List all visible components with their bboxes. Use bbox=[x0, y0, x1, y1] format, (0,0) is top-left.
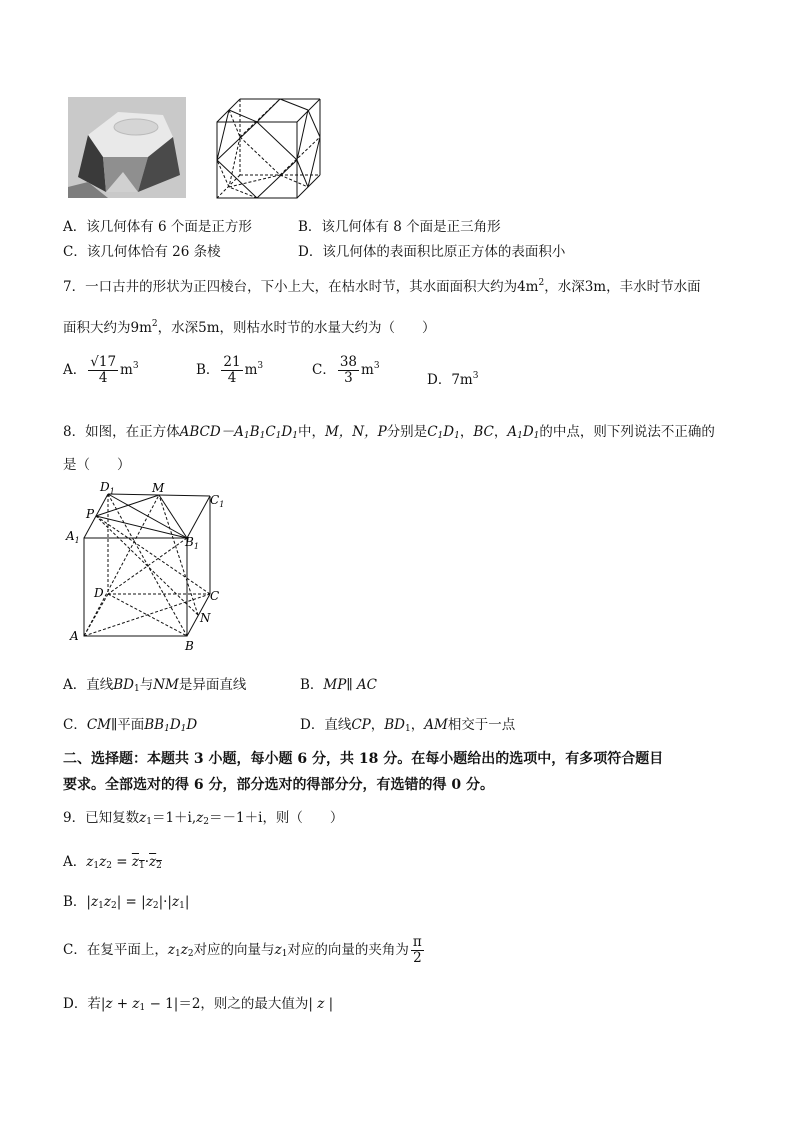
q9-stem: 9．已知复数$z_1=1+i,z_2=-1+i$，则（ ） bbox=[63, 810, 344, 827]
solid-photo bbox=[68, 97, 186, 198]
q9-option-a: A．$z_1z_2 = z_1\cdot z_2$ bbox=[63, 854, 162, 871]
q8-option-a: A．直线$BD_1$与NM是异面直线 bbox=[63, 677, 247, 694]
q7-option-b: B． $\frac{21}{4}$ $m^3$ bbox=[196, 354, 264, 386]
q8-stem-line2: 是（ ） bbox=[63, 457, 131, 473]
q6-option-b: B．该几何体有 8 个面是正三角形 bbox=[298, 219, 501, 235]
label-M: M bbox=[152, 481, 165, 495]
q7-option-d: D．$7m^3$ bbox=[427, 371, 479, 388]
section2-header-line1: 二、选择题：本题共 3 小题，每小题 6 分，共 18 分。在每小题给出的选项中，有多项符合题目 bbox=[63, 751, 664, 767]
q6-option-d: D．该几何体的表面积比原正方体的表面积小 bbox=[298, 244, 566, 260]
q8-option-d: D．直线CP，$BD_1$，AM相交于一点 bbox=[300, 717, 516, 734]
q8-cube-diagram bbox=[62, 476, 237, 660]
label-A1: $A_1$ bbox=[66, 529, 80, 545]
q8-option-c: C．CM∥平面$BB_1D_1D$ bbox=[63, 717, 198, 734]
q7-stem-line2: 面积大约为$9m^2$，水深5m，则枯水时节的水量大约为（ ） bbox=[63, 319, 436, 336]
q8-stem-line1: 8．如图，在正方体$ABCD-A_1B_1C_1D_1$中，M，N，P分别是$C_1D_1$，BC，$A_1D_1$的中点，则下列说法不正确的 bbox=[63, 424, 715, 441]
q7-option-a: A． $\frac{√17}{4}$ $m^3$ bbox=[63, 354, 139, 386]
q6-option-c: C．该几何体恰有 26 条棱 bbox=[63, 244, 221, 260]
q7-option-c: C． $\frac{38}{3}$ $m^3$ bbox=[312, 354, 380, 386]
solid-photo-drawing bbox=[68, 97, 186, 198]
label-B: B bbox=[185, 639, 194, 653]
q9-option-d: D．若$|z + z_1 - 1|=2$，则之的最大值为| z | bbox=[63, 996, 334, 1013]
label-C1: $C_1$ bbox=[210, 493, 225, 509]
label-P: P bbox=[86, 507, 95, 521]
label-N: N bbox=[200, 611, 211, 625]
label-D: D bbox=[94, 586, 104, 600]
section2-header-line2: 要求。全部选对的得 6 分，部分选对的得部分分，有选错的得 0 分。 bbox=[63, 777, 494, 793]
q6-option-a: A．该几何体有 6 个面是正方形 bbox=[63, 219, 252, 235]
label-D1: $D_1$ bbox=[100, 480, 115, 496]
q8-option-b: B．MP∥ AC bbox=[300, 677, 377, 693]
q9-option-c: C．在复平面上，$z_1z_2$对应的向量与$z_1$对应的向量的夹角为 $\frac{\pi}{2}$ bbox=[63, 934, 422, 966]
q7-stem-line1: 7．一口古井的形状为正四棱台，下小上大，在枯水时节，其水面面积大约为$4m^2$，水深3m，丰水时节水面 bbox=[63, 278, 701, 295]
label-C: C bbox=[210, 589, 220, 603]
cuboctahedron-diagram bbox=[212, 97, 324, 205]
q9-option-b: B．$|z_1z_2| = |z_2|\cdot|z_1|$ bbox=[63, 894, 190, 911]
label-A: A bbox=[70, 629, 79, 643]
label-B1: $B_1$ bbox=[185, 535, 199, 551]
